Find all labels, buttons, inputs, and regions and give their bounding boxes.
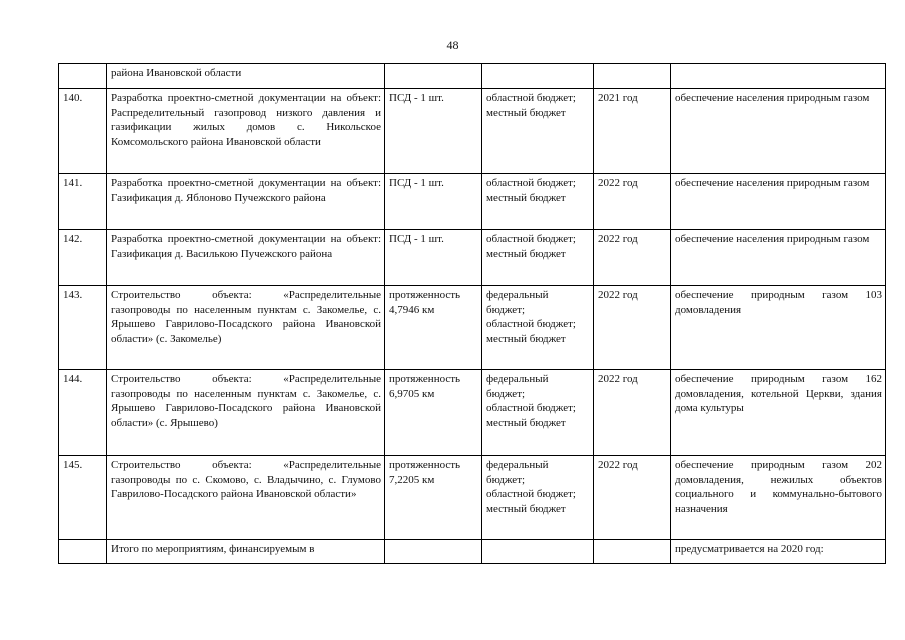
row-number: 144.	[59, 370, 107, 456]
row-number: 145.	[59, 456, 107, 540]
funding-line: областной бюджет;	[486, 402, 576, 415]
table-row	[59, 456, 886, 540]
table-row	[59, 370, 886, 456]
row-number	[59, 540, 107, 564]
row-funding	[482, 286, 594, 370]
table-row	[59, 64, 886, 89]
funding-line: федеральный бюджет;	[486, 373, 549, 400]
row-volume: протяженность 4,7946 км	[385, 286, 482, 370]
measures-table	[58, 63, 886, 564]
row-volume	[385, 540, 482, 564]
row-year: 2022 год	[594, 456, 671, 540]
funding-line: федеральный бюджет;	[486, 459, 549, 486]
funding-line: областной бюджет;	[486, 92, 576, 104]
row-result: предусматривается на 2020 год:	[671, 540, 886, 564]
table-row	[59, 89, 886, 174]
row-number: 143.	[59, 286, 107, 370]
row-result: обеспечение населения природным газом	[671, 174, 886, 230]
row-year: 2022 год	[594, 286, 671, 370]
funding-line: местный бюджет	[486, 247, 566, 260]
row-description: Строительство объекта: «Распределительные газопроводы по населенным пунктам с. Закомелье, с. Ярышево Гаврилово-Посадского района Ивановской области» (с. Закомелье)	[107, 286, 385, 370]
row-volume	[385, 64, 482, 89]
row-number: 140.	[59, 89, 107, 174]
row-year: 2021 год	[594, 89, 671, 174]
funding-line: местный бюджет	[486, 416, 566, 429]
row-funding	[482, 230, 594, 286]
row-description: Разработка проектно-сметной документации на объект: Газификация д. Яблоново Пучежского района	[107, 174, 385, 230]
row-result	[671, 64, 886, 89]
funding-line: местный бюджет	[486, 502, 566, 515]
row-volume: ПСД - 1 шт.	[385, 230, 482, 286]
row-volume: протяженность 7,2205 км	[385, 456, 482, 540]
row-year	[594, 64, 671, 89]
row-result: обеспечение населения природным газом	[671, 89, 886, 174]
row-year: 2022 год	[594, 174, 671, 230]
table-row	[59, 540, 886, 564]
row-volume: протяженность 6,9705 км	[385, 370, 482, 456]
funding-line: областной бюджет;	[486, 318, 576, 331]
row-description: Разработка проектно-сметной документации на объект: Газификация д. Василькою Пучежского района	[107, 230, 385, 286]
row-funding	[482, 174, 594, 230]
page-number: 48	[446, 38, 459, 52]
row-description: Разработка проектно-сметной документации на объект: Распределительный газопровод низкого давления и газификации жилых домов с. Никольское Комсомольского района Ивановской области	[107, 89, 385, 174]
funding-line: областной бюджет;	[486, 177, 576, 189]
row-funding	[482, 540, 594, 564]
funding-line: федеральный бюджет;	[486, 289, 549, 316]
row-funding	[482, 64, 594, 89]
row-year	[594, 540, 671, 564]
row-number	[59, 64, 107, 89]
table-row	[59, 174, 886, 230]
funding-line: местный бюджет	[486, 106, 566, 119]
row-number: 141.	[59, 174, 107, 230]
row-description: Строительство объекта: «Распределительные газопроводы по населенным пунктам с. Закомелье, с. Ярышево Гаврилово-Посадского района Ивановской области» (с. Ярышево)	[107, 370, 385, 456]
row-result: обеспечение природным газом 103 домовладения	[671, 286, 886, 370]
row-year: 2022 год	[594, 370, 671, 456]
row-result: обеспечение природным газом 162 домовладения, котельной Церкви, здания дома культуры	[671, 370, 886, 456]
row-description: Итого по мероприятиям, финансируемым в	[107, 540, 385, 564]
row-funding	[482, 456, 594, 540]
row-funding	[482, 89, 594, 174]
table-row	[59, 230, 886, 286]
funding-line: местный бюджет	[486, 191, 566, 204]
row-year: 2022 год	[594, 230, 671, 286]
row-description: района Ивановской области	[107, 64, 385, 89]
funding-line: областной бюджет;	[486, 233, 576, 245]
row-result: обеспечение населения природным газом	[671, 230, 886, 286]
row-number: 142.	[59, 230, 107, 286]
table-row	[59, 286, 886, 370]
row-description: Строительство объекта: «Распределительные газопроводы по с. Скомово, с. Владычино, с. Глумово Гаврилово-Посадского района Ивановской области»	[107, 456, 385, 540]
row-volume: ПСД - 1 шт.	[385, 89, 482, 174]
funding-line: областной бюджет;	[486, 488, 576, 501]
row-result: обеспечение природным газом 202 домовладения, нежилых объектов социального и коммунально-бытового назначения	[671, 456, 886, 540]
row-volume: ПСД - 1 шт.	[385, 174, 482, 230]
funding-line: местный бюджет	[486, 332, 566, 345]
row-funding	[482, 370, 594, 456]
